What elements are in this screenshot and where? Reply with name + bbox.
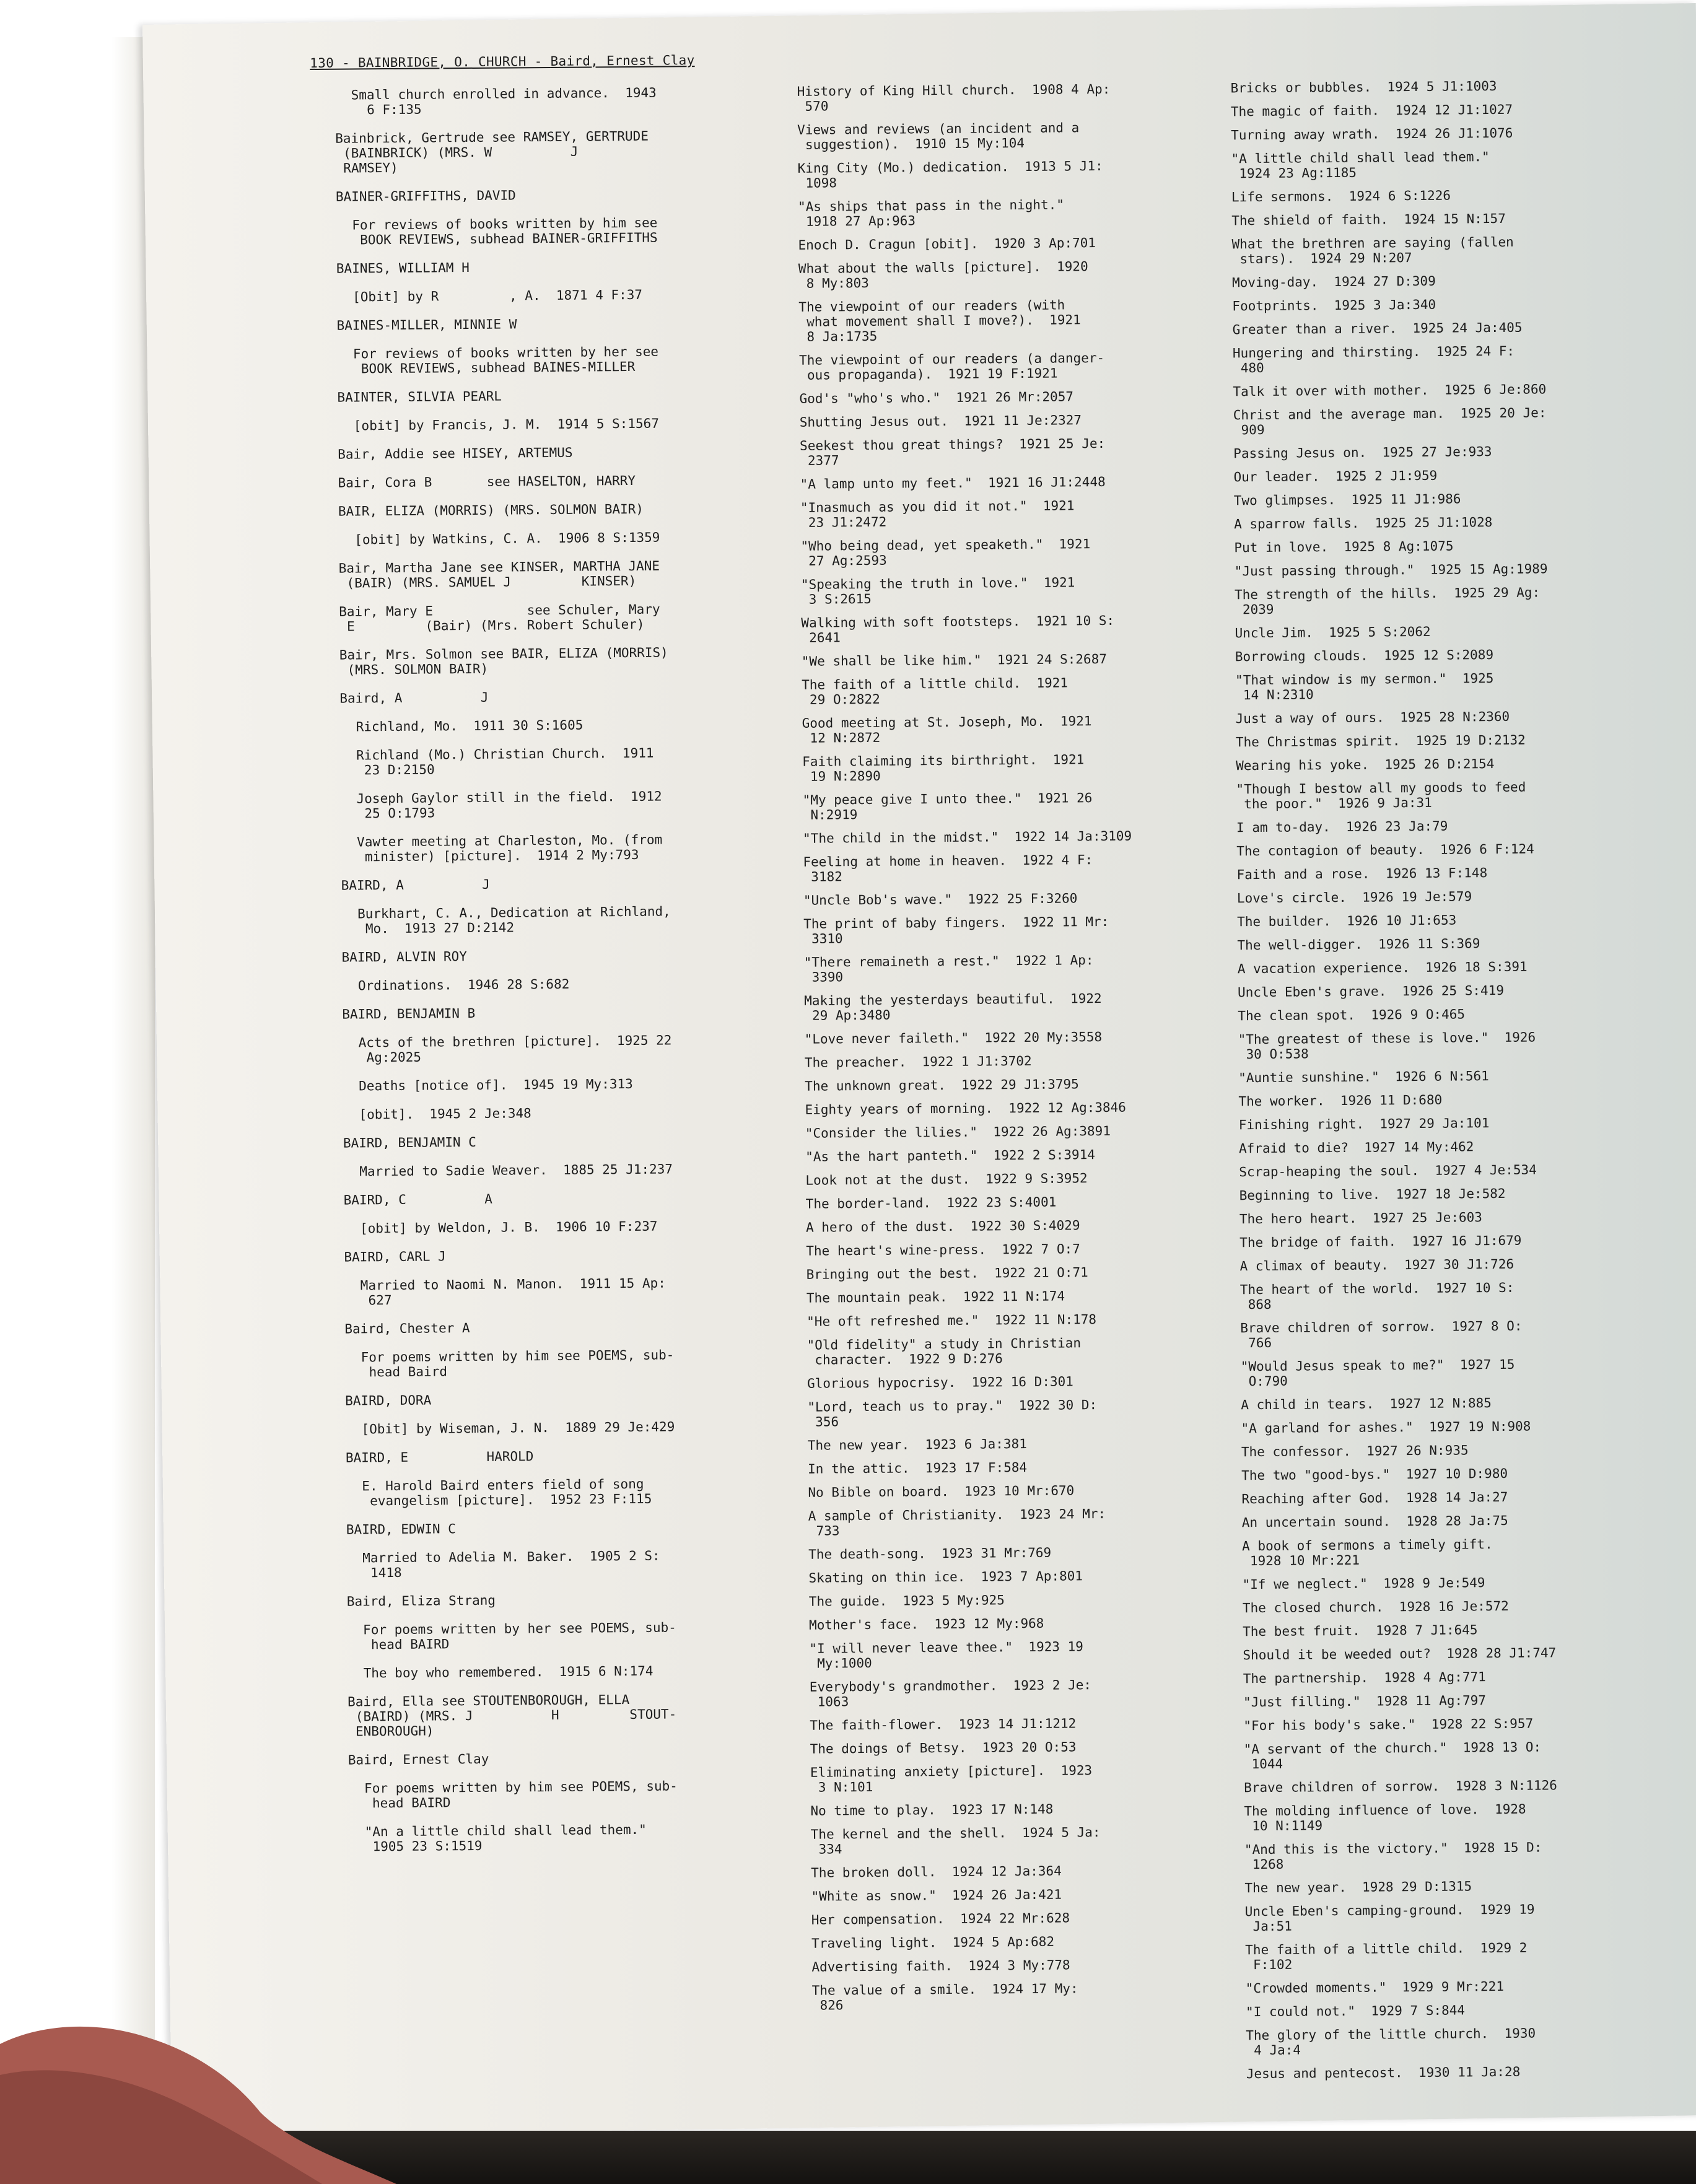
index-entry: The broken doll. 1924 12 Ja:364 — [811, 1863, 1062, 1880]
index-entry: "I will never leave thee." 1923 19 My:1000 — [809, 1639, 1083, 1671]
index-entry: Burkhart, C. A., Dedication at Richland, Mo. 1913 27 D:2142 — [357, 904, 671, 937]
index-entry: The best fruit. 1928 7 J1:645 — [1243, 1622, 1478, 1640]
index-entry: Bair, Addie see HISEY, ARTEMUS — [338, 445, 573, 462]
index-entry: Vawter meeting at Charleston, Mo. (from minister) [picture]. 1914 2 My:793 — [357, 832, 663, 865]
index-entry: Bainbrick, Gertrude see RAMSEY, GERTRUDE (BAINBRICK) (MRS. W J RAMSEY) — [335, 128, 649, 176]
index-entry: The doings of Betsy. 1923 20 O:53 — [810, 1739, 1077, 1757]
index-entry: The contagion of beauty. 1926 6 F:124 — [1236, 841, 1534, 859]
index-entry: Jesus and pentecost. 1930 11 Ja:28 — [1246, 2064, 1521, 2082]
index-entry: "An a little child shall lead them." 1905 23 S:1519 — [364, 1822, 647, 1854]
index-entry: Bringing out the best. 1922 21 O:71 — [806, 1265, 1088, 1282]
index-entry: The guide. 1923 5 My:925 — [808, 1592, 1005, 1609]
index-entry: "As the hart panteth." 1922 2 S:3914 — [805, 1147, 1096, 1164]
index-entry: "Inasmuch as you did it not." 1921 23 J1:2472 — [800, 498, 1075, 530]
index-entry: The heart of the world. 1927 10 S: 868 — [1239, 1280, 1515, 1313]
index-entry: Borrowing clouds. 1925 12 S:2089 — [1235, 647, 1494, 665]
index-entry: An uncertain sound. 1928 28 Ja:75 — [1241, 1513, 1508, 1531]
index-entry: For reviews of books written by her see BOOK REVIEWS, subhead BAINES-MILLER — [352, 344, 659, 377]
index-entry: "A little child shall lead them." 1924 23 Ag:1185 — [1231, 149, 1490, 181]
index-entry: "A garland for ashes." 1927 19 N:908 — [1241, 1418, 1531, 1436]
index-entry: [obit] by Weldon, J. B. 1906 10 F:237 — [359, 1218, 658, 1236]
index-entry: The closed church. 1928 16 Je:572 — [1242, 1598, 1509, 1616]
index-entry: Acts of the brethren [picture]. 1925 22 Ag:2025 — [358, 1033, 672, 1065]
index-entry: History of King Hill church. 1908 4 Ap: 570 — [797, 81, 1111, 114]
index-entry: BAINES-MILLER, MINNIE W — [336, 317, 517, 333]
index-entry: [Obit] by Wiseman, J. N. 1889 29 Je:429 — [361, 1419, 675, 1437]
index-entry: "The child in the midst." 1922 14 Ja:3109 — [803, 828, 1132, 846]
index-entry: E. Harold Baird enters field of song evangelism [picture]. 1952 23 F:115 — [362, 1476, 652, 1509]
index-entry: Talk it over with mother. 1925 6 Je:860 — [1233, 382, 1547, 400]
index-entry: The death-song. 1923 31 Mr:769 — [808, 1545, 1052, 1562]
index-entry: A sample of Christianity. 1923 24 Mr: 733 — [808, 1506, 1106, 1539]
index-entry: Our leader. 1925 2 J1:959 — [1233, 468, 1438, 485]
index-entry: A child in tears. 1927 12 N:885 — [1241, 1396, 1492, 1413]
index-entry: BAINES, WILLIAM H — [336, 260, 470, 276]
index-entry: No time to play. 1923 17 N:148 — [810, 1801, 1054, 1819]
index-entry: Small church enrolled in advance. 1943 6 F:135 — [351, 85, 657, 118]
index-entry: Ordinations. 1946 28 S:682 — [357, 976, 570, 994]
index-entry: Enoch D. Cragun [obit]. 1920 3 Ap:701 — [798, 235, 1096, 253]
index-entry: King City (Mo.) dedication. 1913 5 J1: 1098 — [797, 158, 1103, 191]
index-entry: BAIR, ELIZA (MORRIS) (MRS. SOLMON BAIR) — [338, 501, 644, 519]
index-entry: BAIRD, DORA — [345, 1392, 432, 1409]
index-entry: A book of sermons a timely gift. 1928 10 Mr:221 — [1242, 1537, 1493, 1569]
index-entry: The viewpoint of our readers (a danger- ous propaganda). 1921 19 F:1921 — [798, 350, 1105, 383]
index-entry: "Lord, teach us to pray." 1922 30 D: 356 — [807, 1397, 1098, 1430]
index-entry: BAIRD, C A — [343, 1191, 492, 1208]
index-entry: The molding influence of love. 1928 10 N:1149 — [1244, 1801, 1526, 1834]
index-entry: Brave children of sorrow. 1927 8 O: 766 — [1240, 1318, 1523, 1351]
index-entry: BAIRD, A J — [341, 876, 490, 893]
index-entry: Just a way of ours. 1925 28 N:2360 — [1235, 709, 1510, 727]
index-entry: Uncle Eben's grave. 1926 25 S:419 — [1237, 982, 1505, 1000]
index-entry: The mountain peak. 1922 11 N:174 — [806, 1288, 1065, 1306]
index-entry: A climax of beauty. 1927 30 J1:726 — [1239, 1256, 1515, 1274]
header-left: 130 - BAINBRIDGE, O. CHURCH - — [310, 53, 551, 71]
index-entry: Baird, Ernest Clay — [348, 1751, 489, 1768]
index-entry: Skating on thin ice. 1923 7 Ap:801 — [808, 1568, 1083, 1586]
index-entry: Baird, Chester A — [344, 1321, 470, 1337]
index-entry: "Speaking the truth in love." 1921 3 S:2615 — [800, 575, 1075, 607]
index-entry: The border-land. 1922 23 S:4001 — [805, 1194, 1057, 1212]
index-entry: "For his body's sake." 1928 22 S:957 — [1243, 1716, 1534, 1734]
index-entry: Beginning to live. 1927 18 Je:582 — [1239, 1186, 1506, 1203]
index-entry: The faith-flower. 1923 14 J1:1212 — [810, 1716, 1077, 1733]
index-entry: Traveling light. 1924 5 Ap:682 — [811, 1934, 1055, 1951]
index-entry: BAINER-GRIFFITHS, DAVID — [335, 188, 516, 204]
index-entry: Deaths [notice of]. 1945 19 My:313 — [359, 1076, 633, 1094]
index-entry: Should it be weeded out? 1928 28 J1:747 — [1243, 1645, 1557, 1663]
index-entry: [obit] by Watkins, C. A. 1906 8 S:1359 — [354, 530, 660, 548]
index-entry: [Obit] by R , A. 1871 4 F:37 — [352, 287, 643, 305]
index-column-2 — [781, 81, 1205, 2022]
index-entry: Making the yesterdays beautiful. 1922 29 Ap:3480 — [804, 991, 1102, 1023]
index-entry: "Crowded moments." 1929 9 Mr:221 — [1245, 1978, 1505, 1996]
index-entry: Turning away wrath. 1924 26 J1:1076 — [1231, 125, 1513, 143]
index-entry: "Love never faileth." 1922 20 My:3558 — [804, 1029, 1103, 1047]
index-entry: Faith claiming its birthright. 1921 19 N:2890 — [802, 752, 1085, 784]
index-entry: The preacher. 1922 1 J1:3702 — [804, 1053, 1032, 1070]
index-entry: "That window is my sermon." 1925 14 N:2310 — [1235, 671, 1494, 703]
index-entry: "Who being dead, yet speaketh." 1921 27 Ag:2593 — [800, 536, 1091, 569]
index-entry: "Old fidelity" a study in Christian character. 1922 9 D:276 — [806, 1335, 1082, 1368]
index-entry: Uncle Jim. 1925 5 S:2062 — [1235, 624, 1431, 641]
index-entry: Walking with soft footsteps. 1921 10 S: 2641 — [801, 613, 1115, 645]
index-entry: "There remaineth a rest." 1922 1 Ap: 3390 — [803, 953, 1094, 985]
index-entry: Greater than a river. 1925 24 Ja:405 — [1232, 320, 1523, 338]
index-entry: BAIRD, CARL J — [344, 1249, 446, 1265]
index-entry: The boy who remembered. 1915 6 N:174 — [363, 1663, 653, 1681]
index-entry: Bair, Cora B see HASELTON, HARRY — [338, 473, 636, 491]
index-entry: [obit]. 1945 2 Je:348 — [359, 1106, 531, 1122]
index-entry: Eliminating anxiety [picture]. 1923 3 N:101 — [810, 1763, 1093, 1795]
index-entry: BAIRD, ALVIN ROY — [341, 949, 467, 965]
index-entry: "If we neglect." 1928 9 Je:549 — [1242, 1575, 1485, 1592]
index-entry: Mother's face. 1923 12 My:968 — [808, 1615, 1044, 1633]
index-entry: BAIRD, E HAROLD — [345, 1449, 534, 1465]
index-entry: The new year. 1928 29 D:1315 — [1244, 1879, 1472, 1896]
index-entry: "The greatest of these is love." 1926 30 O:538 — [1238, 1029, 1536, 1062]
index-entry: "Auntie sunshine." 1926 6 N:561 — [1238, 1068, 1489, 1086]
index-entry: "He oft refreshed me." 1922 11 N:178 — [806, 1312, 1097, 1329]
index-entry: Moving-day. 1924 27 D:309 — [1231, 273, 1436, 290]
index-entry: Advertising faith. 1924 3 My:778 — [811, 1957, 1070, 1975]
index-entry: No Bible on board. 1923 10 Mr:670 — [808, 1483, 1075, 1500]
index-entry: The bridge of faith. 1927 16 J1:679 — [1239, 1233, 1522, 1251]
header-right: Baird, Ernest Clay — [550, 53, 695, 69]
index-entry: "I could not." 1929 7 S:844 — [1245, 2003, 1466, 2020]
index-entry: The well-digger. 1926 11 S:369 — [1237, 936, 1480, 953]
index-entry: Footprints. 1925 3 Ja:340 — [1232, 297, 1436, 314]
index-entry: What about the walls [picture]. 1920 8 My:803 — [798, 259, 1088, 291]
index-entry: Reaching after God. 1928 14 Ja:27 — [1241, 1489, 1508, 1507]
index-entry: Baird, Ella see STOUTENBOROUGH, ELLA (BAIRD) (MRS. J H STOUT- ENBOROUGH) — [347, 1692, 677, 1739]
index-entry: The clean spot. 1926 9 O:465 — [1238, 1007, 1466, 1024]
index-entry: Finishing right. 1927 29 Ja:101 — [1238, 1116, 1490, 1133]
index-entry: The Christmas spirit. 1925 19 D:2132 — [1235, 732, 1526, 750]
index-entry: For poems written by her see POEMS, sub- head BAIRD — [363, 1620, 676, 1653]
index-entry: "As ships that pass in the night." 1918 27 Ap:963 — [798, 197, 1065, 229]
index-entry: "Uncle Bob's wave." 1922 25 F:3260 — [803, 891, 1078, 908]
index-entry: "And this is the victory." 1928 15 D: 1268 — [1244, 1840, 1542, 1872]
index-entry: A sparrow falls. 1925 25 J1:1028 — [1234, 515, 1493, 532]
index-entry: The worker. 1926 11 D:680 — [1238, 1092, 1443, 1109]
index-entry: BAIRD, BENJAMIN C — [343, 1134, 476, 1151]
index-entry: Baird, Eliza Strang — [346, 1592, 496, 1609]
index-entry: The magic of faith. 1924 12 J1:1027 — [1230, 102, 1513, 120]
index-entry: Afraid to die? 1927 14 My:462 — [1238, 1139, 1474, 1156]
index-entry: Everybody's grandmother. 1923 2 Je: 1063 — [809, 1677, 1092, 1710]
index-entry: Two glimpses. 1925 11 J1:986 — [1233, 491, 1461, 509]
index-entry: The viewpoint of our readers (with what movement shall I move?). 1921 8 Ja:1735 — [798, 297, 1081, 344]
index-entry: Brave children of sorrow. 1928 3 N:1126 — [1244, 1778, 1557, 1796]
index-entry: "We shall be like him." 1921 24 S:2687 — [801, 651, 1108, 669]
index-entry: The value of a smile. 1924 17 My: 826 — [811, 1981, 1078, 2013]
index-entry: "White as snow." 1924 26 Ja:421 — [811, 1887, 1062, 1904]
index-entry: The faith of a little child. 1929 2 F:102 — [1245, 1940, 1528, 1973]
index-entry: BAIRD, BENJAMIN B — [342, 1005, 476, 1022]
index-entry: Eighty years of morning. 1922 12 Ag:3846 — [805, 1099, 1127, 1117]
index-entry: The builder. 1926 10 J1:653 — [1237, 912, 1457, 930]
index-entry: The strength of the hills. 1925 29 Ag: 2039 — [1234, 585, 1541, 618]
index-entry: In the attic. 1923 17 F:584 — [808, 1459, 1028, 1477]
index-entry: Feeling at home in heaven. 1922 4 F: 3182 — [803, 852, 1093, 885]
index-entry: The faith of a little child. 1921 29 O:2822 — [802, 675, 1069, 707]
index-entry: The two "good-bys." 1927 10 D:980 — [1241, 1465, 1508, 1483]
index-entry: The kernel and the shell. 1924 5 Ja: 334 — [810, 1825, 1101, 1857]
index-entry: What the brethren are saying (fallen stars). 1924 29 N:207 — [1231, 234, 1514, 267]
index-entry: "A servant of the church." 1928 13 O: 1044 — [1243, 1739, 1542, 1772]
index-column-1 — [335, 84, 783, 1867]
index-entry: Good meeting at St. Joseph, Mo. 1921 12 N:2872 — [802, 714, 1092, 746]
index-entry: Wearing his yoke. 1925 26 D:2154 — [1236, 756, 1495, 774]
index-entry: Married to Sadie Weaver. 1885 25 J1:237 — [359, 1161, 673, 1179]
index-entry: Bair, Mary E see Schuler, Mary E (Bair) (Mrs. Robert Schuler) — [339, 601, 660, 634]
index-entry: Shutting Jesus out. 1921 11 Je:2327 — [799, 413, 1082, 430]
index-entry: Christ and the average man. 1925 20 Je: 909 — [1233, 405, 1547, 438]
index-entry: Passing Jesus on. 1925 27 Je:933 — [1233, 444, 1492, 461]
index-entry: The unknown great. 1922 29 J1:3795 — [805, 1077, 1079, 1094]
index-entry: "My peace give I unto thee." 1921 26 N:2919 — [802, 790, 1093, 823]
index-entry: Bricks or bubbles. 1924 5 J1:1003 — [1230, 78, 1497, 96]
index-entry: "Consider the lilies." 1922 26 Ag:3891 — [805, 1123, 1111, 1141]
index-entry: The confessor. 1927 26 N:935 — [1241, 1443, 1469, 1460]
index-entry: Joseph Gaylor still in the field. 1912 25 O:1793 — [356, 788, 662, 821]
page-header — [310, 53, 694, 71]
index-entry: For poems written by him see POEMS, sub- head BAIRD — [364, 1778, 678, 1811]
index-entry: The partnership. 1928 4 Ag:771 — [1243, 1669, 1486, 1687]
index-entry: Uncle Eben's camping-ground. 1929 19 Ja:51 — [1244, 1902, 1535, 1934]
index-entry: "Though I bestow all my goods to feed the poor." 1926 9 Ja:31 — [1236, 779, 1526, 812]
index-entry: Bair, Martha Jane see KINSER, MARTHA JANE (BAIR) (MRS. SAMUEL J KINSER) — [338, 558, 660, 591]
index-entry: "Would Jesus speak to me?" 1927 15 O:790 — [1240, 1356, 1515, 1389]
index-entry: The new year. 1923 6 Ja:381 — [807, 1436, 1027, 1453]
index-entry: Glorious hypocrisy. 1922 16 D:301 — [806, 1374, 1073, 1391]
index-entry: "Just passing through." 1925 15 Ag:1989 — [1234, 561, 1548, 579]
index-entry: Faith and a rose. 1926 13 F:148 — [1236, 865, 1488, 883]
index-entry: Hungering and thirsting. 1925 24 F: 480 — [1232, 343, 1515, 376]
index-entry: Views and reviews (an incident and a suggestion). 1910 15 My:104 — [797, 120, 1080, 152]
index-entry: BAINTER, SILVIA PEARL — [337, 388, 502, 405]
index-entry: The heart's wine-press. 1922 7 O:7 — [806, 1241, 1080, 1259]
index-entry: Look not at the dust. 1922 9 S:3952 — [805, 1171, 1088, 1188]
index-entry: Bair, Mrs. Solmon see BAIR, ELIZA (MORRIS) (MRS. SOLMON BAIR) — [339, 645, 668, 678]
index-entry: Scrap-heaping the soul. 1927 4 Je:534 — [1239, 1162, 1537, 1180]
index-entry: Married to Adelia M. Baker. 1905 2 S: 1418 — [362, 1548, 660, 1581]
index-entry: For reviews of books written by him see BOOK REVIEWS, subhead BAINER-GRIFFITHS — [352, 215, 658, 248]
thumb-image — [0, 2019, 396, 2184]
index-entry: The shield of faith. 1924 15 N:157 — [1231, 211, 1506, 229]
index-entry: Love's circle. 1926 19 Je:579 — [1236, 889, 1472, 906]
index-entry: BAIRD, EDWIN C — [346, 1521, 456, 1537]
index-entry: God's "who's who." 1921 26 Mr:2057 — [799, 389, 1074, 406]
index-entry: Her compensation. 1924 22 Mr:628 — [811, 1910, 1070, 1928]
index-entry: [obit] by Francis, J. M. 1914 5 S:1567 — [353, 416, 660, 434]
index-entry: The print of baby fingers. 1922 11 Mr: 3310 — [803, 914, 1109, 946]
index-entry: Baird, A J — [339, 689, 489, 706]
index-entry: I am to-day. 1926 23 Ja:79 — [1236, 818, 1448, 836]
index-entry: Put in love. 1925 8 Ag:1075 — [1234, 538, 1454, 556]
index-entry: Richland, Mo. 1911 30 S:1605 — [356, 717, 584, 735]
index-entry: Life sermons. 1924 6 S:1226 — [1231, 188, 1451, 205]
index-entry: "Just filling." 1928 11 Ag:797 — [1243, 1693, 1487, 1710]
index-entry: Richland (Mo.) Christian Church. 1911 23 D:2150 — [356, 745, 654, 778]
index-entry: The hero heart. 1927 25 Je:603 — [1239, 1210, 1482, 1227]
index-entry: The glory of the little church. 1930 4 Ja:4 — [1246, 2025, 1536, 2058]
index-entry: A vacation experience. 1926 18 S:391 — [1237, 959, 1528, 977]
index-column-3 — [1215, 77, 1639, 2090]
index-entry: Seekest thou great things? 1921 25 Je: 2377 — [800, 435, 1106, 468]
index-entry: Married to Naomi N. Manon. 1911 15 Ap: 627 — [360, 1275, 666, 1308]
index-entry: "A lamp unto my feet." 1921 16 J1:2448 — [800, 474, 1106, 492]
index-entry: A hero of the dust. 1922 30 S:4029 — [805, 1218, 1080, 1235]
index-page-content — [310, 33, 1688, 2082]
index-entry: For poems written by him see POEMS, sub- head Baird — [361, 1347, 675, 1380]
